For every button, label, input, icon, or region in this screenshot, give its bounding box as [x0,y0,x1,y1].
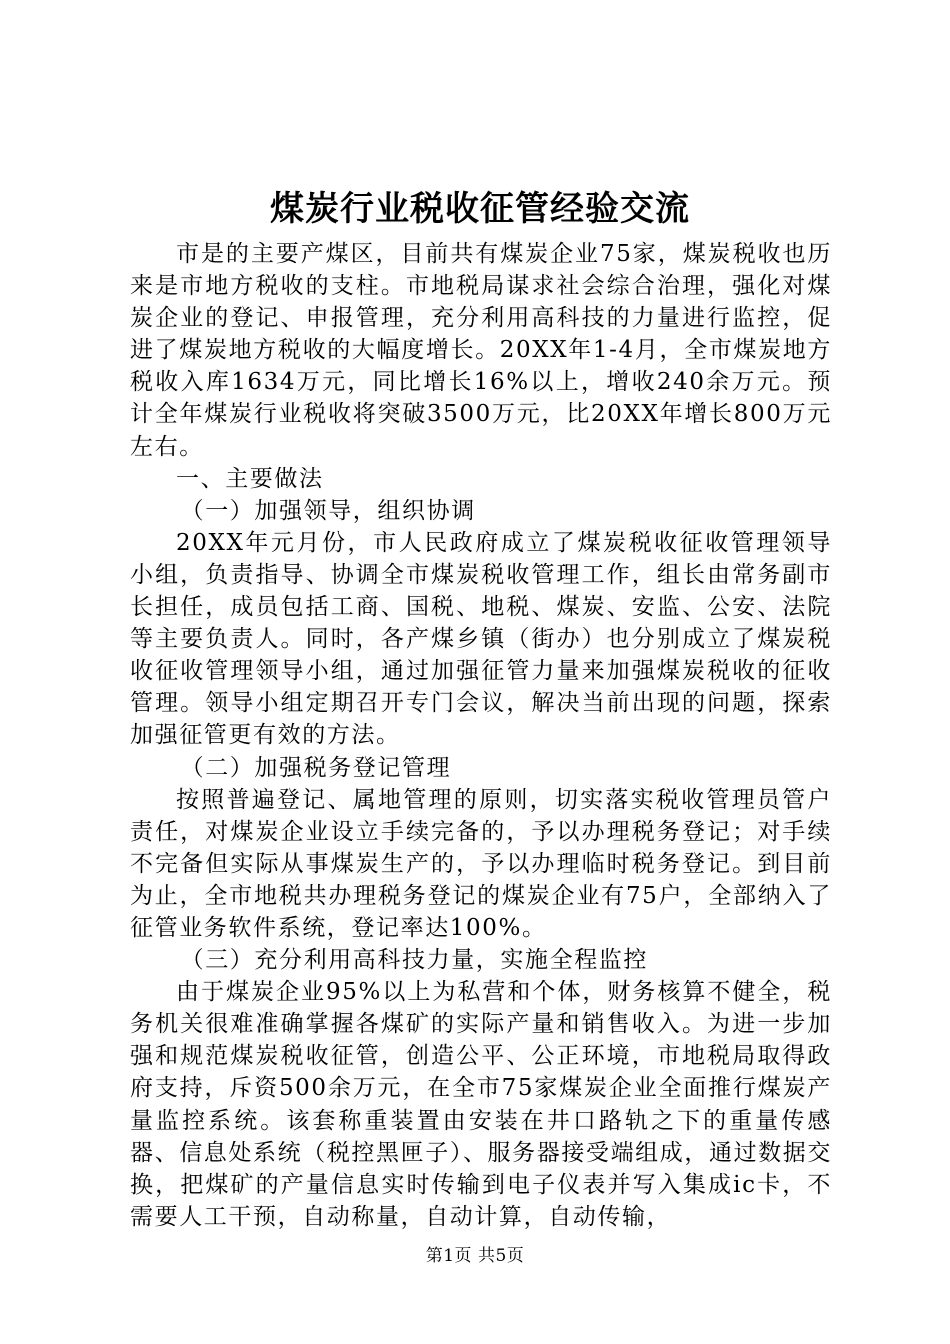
page-footer: 第1页 共5页 [425,1246,525,1266]
document-title: 煤炭行业税收征管经验交流 [270,189,690,229]
subsection-heading-registration: （二）加强税务登记管理 [180,754,452,781]
paragraph-leadership: 20XX年元月份，市人民政府成立了煤炭税收征收管理领导小组，负责指导、协调全市煤炭税收管理工作，组长由常务副市长担任，成员包括工商、国税、地税、煤炭、安监、公安、法院等主要负责人。同时，各产煤乡镇（街办）也分别成立了煤炭税收征收管理领导小组，通过加强征管力量来加强煤炭税收的征收管理。领导小组定期召开专门会议，解决当前出现的问题，探索加强征管更有效的方法。 [130,529,832,749]
subsection-heading-leadership: （一）加强领导，组织协调 [180,497,476,524]
subsection-heading-monitoring: （三）充分利用高科技力量，实施全程监控 [180,947,648,974]
section-heading-main-practices: 一、主要做法 [176,465,324,492]
document-body [130,238,832,1233]
paragraph-registration: 按照普遍登记、属地管理的原则，切实落实税收管理员管户责任，对煤炭企业设立手续完备的，予以办理税务登记；对手续不完备但实际从事煤炭生产的，予以办理临时税务登记。到目前为止，全市地税共办理税务登记的煤炭企业有75户，全部纳入了征管业务软件系统，登记率达100%。 [130,786,832,941]
paragraph-intro: 市是的主要产煤区，目前共有煤炭企业75家，煤炭税收也历来是市地方税收的支柱。市地税局谋求社会综合治理，强化对煤炭企业的登记、申报管理，充分利用高科技的力量进行监控，促进了煤炭地方税收的大幅度增长。20XX年1-4月，全市煤炭地方税收入库1634万元，同比增长16%以上，增收240余万元。预计全年煤炭行业税收将突破3500万元，比20XX年增长800万元左右。 [130,241,832,460]
paragraph-monitoring: 由于煤炭企业95%以上为私营和个体，财务核算不健全，税务机关很难准确掌握各煤矿的实际产量和销售收入。为进一步加强和规范煤炭税收征管，创造公平、公正环境，市地税局取得政府支持，斥资500余万元，在全市75家煤炭企业全面推行煤炭产量监控系统。该套称重装置由安装在井口路轨之下的重量传感器、信息处系统（税控黑匣子）、服务器接受端组成，通过数据交换，把煤矿的产量信息实时传输到电子仪表并写入集成ic卡，不需要人工干预，自动称量，自动计算，自动传输， [130,979,832,1230]
